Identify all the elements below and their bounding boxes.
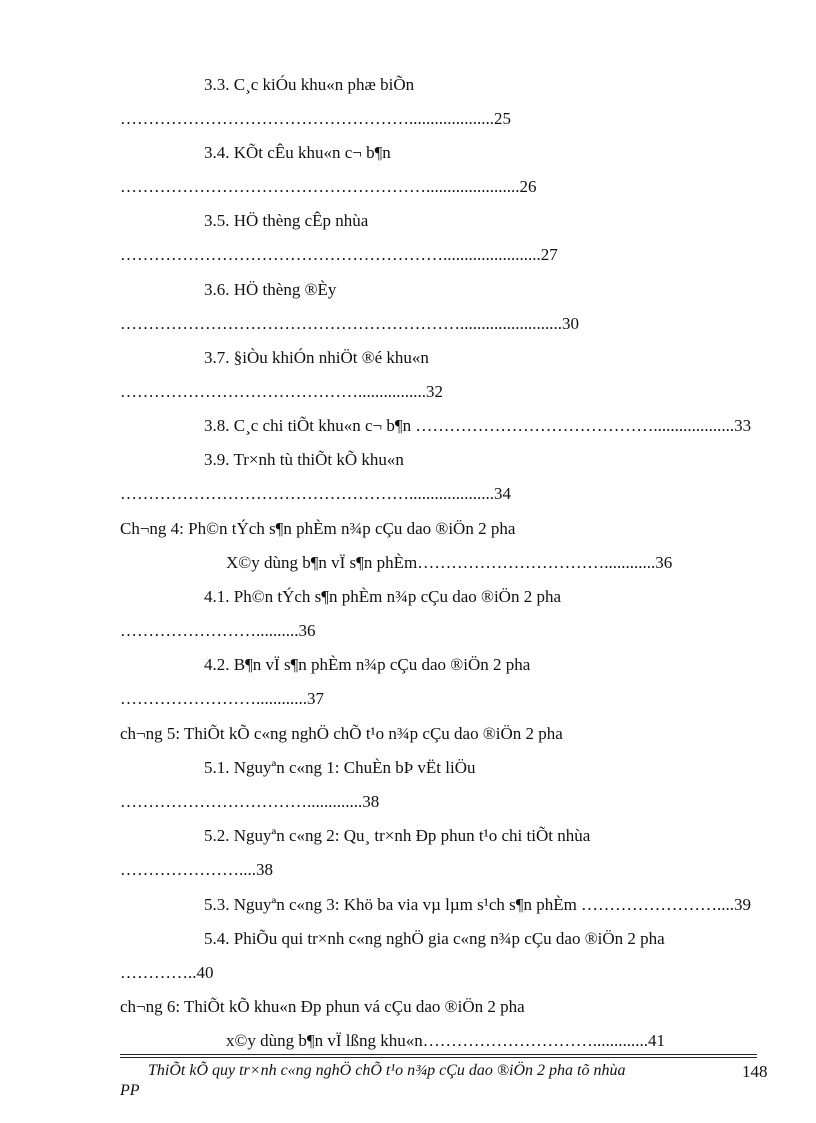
toc-leader: ……………………………………………....................25 <box>120 109 511 128</box>
toc-entry: 3.9. Tr×nh tù thiÕt kÕ khu«n <box>204 450 404 469</box>
footer-divider <box>120 1057 757 1058</box>
toc-entry: X©y dùng b¶n vÏ s¶n phÈm……………………………............36 <box>226 553 673 572</box>
toc-entry: 3.4. KÕt cÊu khu«n c¬ b¶n <box>204 143 391 162</box>
footer-divider <box>120 1054 757 1055</box>
toc-leader: ……………………………………………....................34 <box>120 484 511 503</box>
toc-leader: ……………………............37 <box>120 689 324 708</box>
toc-leader: …………………....38 <box>120 860 273 879</box>
toc-leader: …………..40 <box>120 963 214 982</box>
toc-chapter: ch¬ng 5: ThiÕt kÕ c«ng nghÖ chÕ t¹o n¾p cÇu dao ®iÖn 2 pha <box>120 724 563 743</box>
toc-entry: 3.6. HÖ thèng ®Èy <box>204 280 337 299</box>
toc-entry: 3.3. C¸c kiÓu khu«n phæ biÕn <box>204 75 415 94</box>
page-number: 148 <box>742 1062 768 1081</box>
toc-entry: x©y dùng b¶n vÏ lßng khu«n………………………….............41 <box>226 1031 666 1050</box>
toc-entry: 5.1. Nguyªn c«ng 1: ChuÈn bÞ vËt liÖu <box>204 758 476 777</box>
toc-leader: ……………………………………................32 <box>120 382 443 401</box>
toc-entry: 4.2. B¶n vÏ s¶n phÈm n¾p cÇu dao ®iÖn 2 pha <box>204 655 531 674</box>
toc-leader: ………………………………………………….......................27 <box>120 245 558 264</box>
toc-entry: 3.7. §iÒu khiÓn nhiÖt ®é khu«n <box>204 348 429 367</box>
toc-leader: ……………………..........36 <box>120 621 316 640</box>
toc-entry: 5.2. Nguyªn c«ng 2: Qu¸ tr×nh Ðp phun t¹o chi tiÕt nhùa <box>204 826 591 845</box>
toc-entry: 5.3. Nguyªn c«ng 3: Khö ba via vµ lµm s¹ch s¶n phÈm ……………………....39 <box>204 895 752 914</box>
toc-entry: 5.4. PhiÕu qui tr×nh c«ng nghÖ gia c«ng n¾p cÇu dao ®iÖn 2 pha <box>204 929 665 948</box>
toc-entry: 3.5. HÖ thèng cÊp nhùa <box>204 211 369 230</box>
toc-leader: ……………………………………………………........................30 <box>120 314 579 333</box>
toc-leader: …………………………….............38 <box>120 792 380 811</box>
toc-chapter: Ch¬ng 4: Ph©n tÝch s¶n phÈm n¾p cÇu dao ®iÖn 2 pha <box>120 519 516 538</box>
toc-entry: 3.8. C¸c chi tiÕt khu«n c¬ b¶n ……………………………………...................33 <box>204 416 752 435</box>
footer-title: ThiÕt kÕ quy tr×nh c«ng nghÖ chÕ t¹o n¾p cÇu dao ®iÖn 2 pha tõ nhùa <box>148 1062 626 1079</box>
toc-leader: ………………………………………………......................26 <box>120 177 537 196</box>
footer-title-continued: PP <box>120 1082 140 1099</box>
toc-entry: 4.1. Ph©n tÝch s¶n phÈm n¾p cÇu dao ®iÖn 2 pha <box>204 587 561 606</box>
toc-chapter: ch¬ng 6: ThiÕt kÕ khu«n Ðp phun vá cÇu dao ®iÖn 2 pha <box>120 997 525 1016</box>
